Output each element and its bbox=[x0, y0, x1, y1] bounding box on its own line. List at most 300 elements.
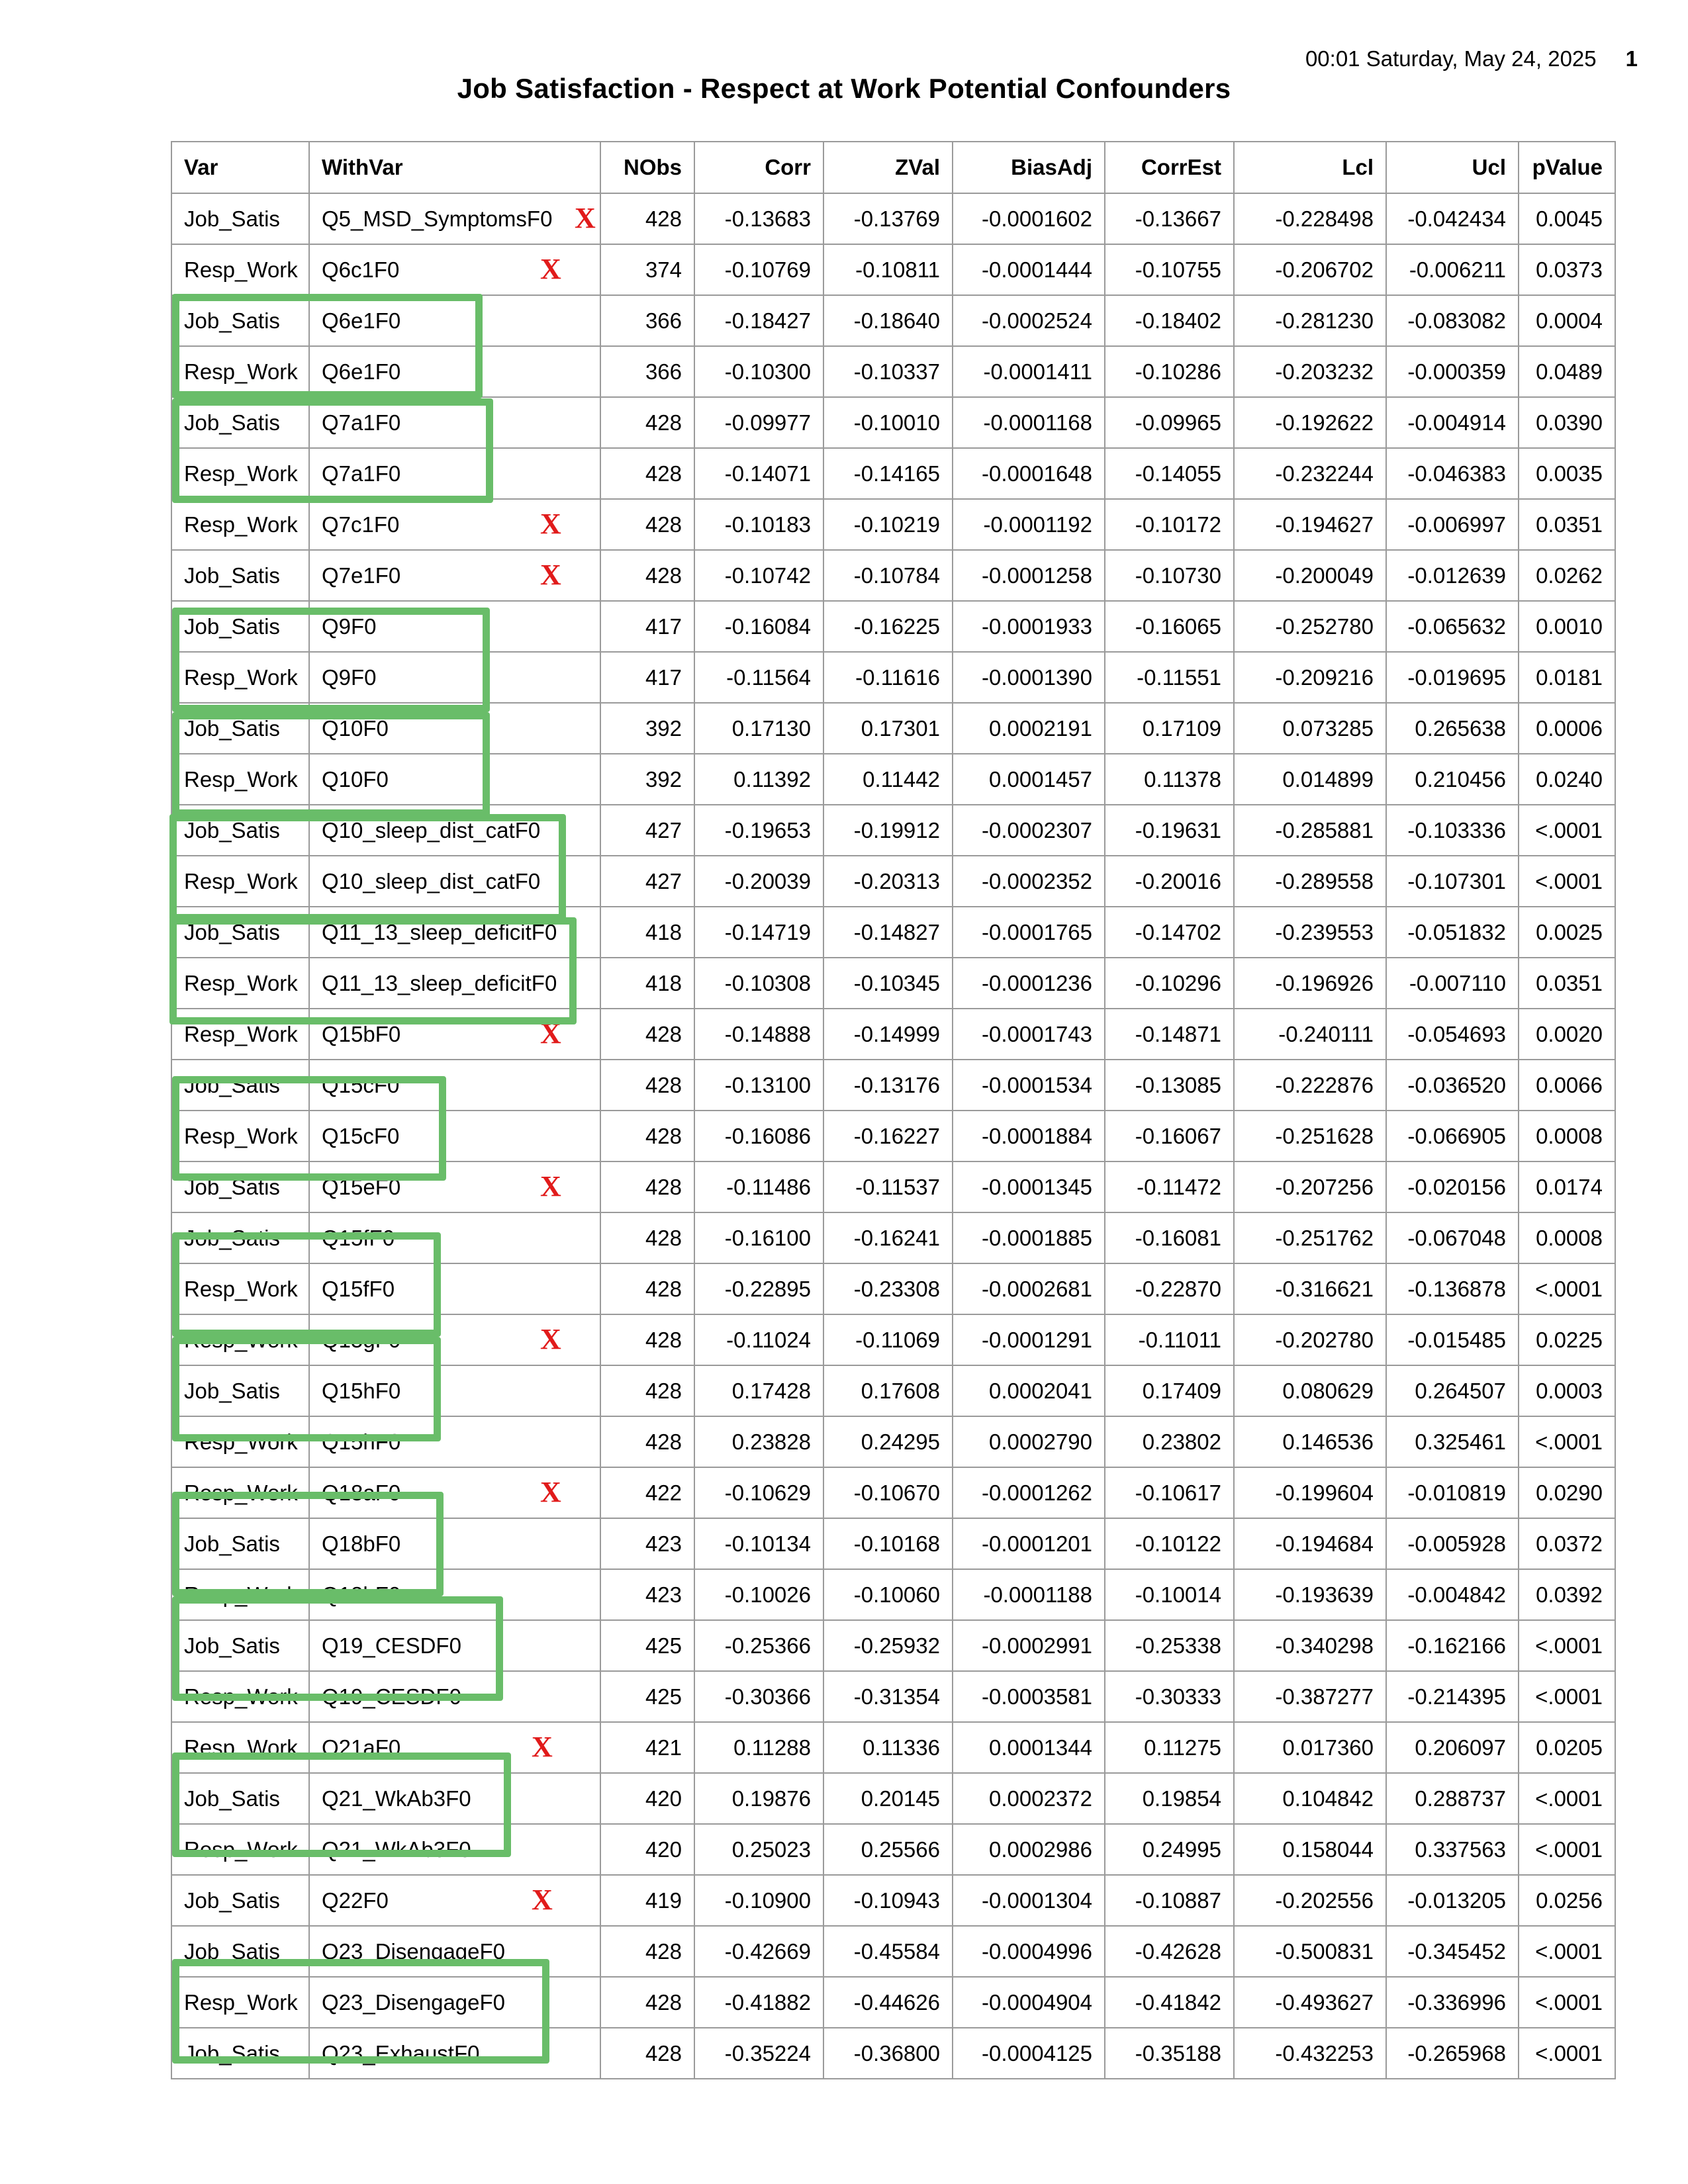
cell-biasadj: -0.0001602 bbox=[953, 193, 1105, 244]
cell-lcl: -0.240111 bbox=[1234, 1009, 1386, 1060]
cell-ucl: -0.162166 bbox=[1386, 1620, 1519, 1671]
cell-pvalue: <.0001 bbox=[1519, 1263, 1615, 1314]
cell-biasadj: 0.0002041 bbox=[953, 1365, 1105, 1416]
cell-withvar: Q7e1F0 X bbox=[309, 550, 600, 601]
cell-ucl: -0.015485 bbox=[1386, 1314, 1519, 1365]
cell-corr: -0.11564 bbox=[694, 652, 823, 703]
cell-withvar: Q9F0 bbox=[309, 652, 600, 703]
cell-lcl: -0.194684 bbox=[1234, 1518, 1386, 1569]
cell-withvar: Q15fF0 bbox=[309, 1263, 600, 1314]
cell-pvalue: 0.0489 bbox=[1519, 346, 1615, 397]
cell-pvalue: 0.0008 bbox=[1519, 1212, 1615, 1263]
red-x-icon: X bbox=[540, 507, 561, 540]
cell-lcl: -0.199604 bbox=[1234, 1467, 1386, 1518]
cell-ucl: -0.020156 bbox=[1386, 1161, 1519, 1212]
table-row bbox=[171, 1212, 1615, 1263]
cell-pvalue: 0.0262 bbox=[1519, 550, 1615, 601]
cell-ucl: -0.083082 bbox=[1386, 295, 1519, 346]
cell-zval: -0.13176 bbox=[823, 1060, 953, 1111]
cell-ucl: -0.004842 bbox=[1386, 1569, 1519, 1620]
cell-pvalue: 0.0372 bbox=[1519, 1518, 1615, 1569]
cell-withvar: Q5_MSD_SymptomsF0 X bbox=[309, 193, 600, 244]
cell-pvalue: 0.0240 bbox=[1519, 754, 1615, 805]
cell-correst: 0.11275 bbox=[1105, 1722, 1234, 1773]
cell-ucl: -0.019695 bbox=[1386, 652, 1519, 703]
table-header-row bbox=[171, 142, 1615, 193]
cell-var: Resp_Work bbox=[171, 754, 309, 805]
cell-correst: -0.30333 bbox=[1105, 1671, 1234, 1722]
cell-biasadj: -0.0003581 bbox=[953, 1671, 1105, 1722]
column-header-pvalue: pValue bbox=[1519, 142, 1615, 193]
cell-withvar: Q6e1F0 bbox=[309, 346, 600, 397]
red-x-icon: X bbox=[540, 1322, 561, 1355]
cell-withvar: Q10F0 bbox=[309, 754, 600, 805]
cell-zval: -0.14165 bbox=[823, 448, 953, 499]
cell-correst: -0.14702 bbox=[1105, 907, 1234, 958]
cell-correst: -0.11472 bbox=[1105, 1161, 1234, 1212]
cell-var: Resp_Work bbox=[171, 1569, 309, 1620]
cell-zval: -0.14999 bbox=[823, 1009, 953, 1060]
cell-biasadj: -0.0001168 bbox=[953, 397, 1105, 448]
cell-correst: 0.23802 bbox=[1105, 1416, 1234, 1467]
table-row bbox=[171, 1314, 1615, 1365]
cell-nobs: 419 bbox=[600, 1875, 694, 1926]
cell-withvar: Q7a1F0 bbox=[309, 397, 600, 448]
cell-zval: -0.36800 bbox=[823, 2028, 953, 2079]
cell-pvalue: 0.0066 bbox=[1519, 1060, 1615, 1111]
cell-ucl: -0.012639 bbox=[1386, 550, 1519, 601]
cell-pvalue: 0.0025 bbox=[1519, 907, 1615, 958]
cell-zval: 0.11442 bbox=[823, 754, 953, 805]
table-row bbox=[171, 1620, 1615, 1671]
cell-biasadj: -0.0001390 bbox=[953, 652, 1105, 703]
cell-var: Resp_Work bbox=[171, 1314, 309, 1365]
cell-ucl: -0.336996 bbox=[1386, 1977, 1519, 2028]
cell-withvar: Q15hF0 bbox=[309, 1365, 600, 1416]
table-row bbox=[171, 1416, 1615, 1467]
cell-var: Job_Satis bbox=[171, 703, 309, 754]
cell-lcl: -0.251762 bbox=[1234, 1212, 1386, 1263]
cell-withvar: Q21_WkAb3F0 bbox=[309, 1773, 600, 1824]
cell-zval: 0.11336 bbox=[823, 1722, 953, 1773]
cell-nobs: 366 bbox=[600, 295, 694, 346]
report-timestamp: 00:01 Saturday, May 24, 2025 bbox=[1305, 46, 1597, 71]
cell-lcl: -0.340298 bbox=[1234, 1620, 1386, 1671]
cell-correst: 0.17109 bbox=[1105, 703, 1234, 754]
table-row bbox=[171, 1773, 1615, 1824]
table-row bbox=[171, 856, 1615, 907]
cell-withvar: Q18bF0 bbox=[309, 1518, 600, 1569]
cell-zval: -0.16241 bbox=[823, 1212, 953, 1263]
cell-lcl: -0.493627 bbox=[1234, 1977, 1386, 2028]
cell-withvar: Q15cF0 bbox=[309, 1111, 600, 1161]
cell-correst: -0.16065 bbox=[1105, 601, 1234, 652]
cell-corr: -0.09977 bbox=[694, 397, 823, 448]
cell-biasadj: 0.0001457 bbox=[953, 754, 1105, 805]
table-row bbox=[171, 244, 1615, 295]
cell-var: Job_Satis bbox=[171, 1161, 309, 1212]
cell-corr: -0.10300 bbox=[694, 346, 823, 397]
cell-nobs: 392 bbox=[600, 754, 694, 805]
column-header-corr: Corr bbox=[694, 142, 823, 193]
cell-nobs: 417 bbox=[600, 652, 694, 703]
cell-withvar: Q10F0 bbox=[309, 703, 600, 754]
cell-correst: 0.24995 bbox=[1105, 1824, 1234, 1875]
table-row bbox=[171, 1977, 1615, 2028]
cell-corr: -0.10183 bbox=[694, 499, 823, 550]
cell-nobs: 428 bbox=[600, 1416, 694, 1467]
table-row bbox=[171, 499, 1615, 550]
cell-nobs: 427 bbox=[600, 805, 694, 856]
cell-nobs: 374 bbox=[600, 244, 694, 295]
cell-nobs: 417 bbox=[600, 601, 694, 652]
cell-correst: -0.13667 bbox=[1105, 193, 1234, 244]
cell-correst: -0.11551 bbox=[1105, 652, 1234, 703]
table-row bbox=[171, 2028, 1615, 2079]
cell-withvar: Q23_ExhaustF0 bbox=[309, 2028, 600, 2079]
cell-nobs: 420 bbox=[600, 1824, 694, 1875]
cell-pvalue: 0.0290 bbox=[1519, 1467, 1615, 1518]
cell-zval: -0.44626 bbox=[823, 1977, 953, 2028]
column-header-biasadj: BiasAdj bbox=[953, 142, 1105, 193]
cell-biasadj: 0.0002986 bbox=[953, 1824, 1105, 1875]
cell-lcl: -0.192622 bbox=[1234, 397, 1386, 448]
cell-ucl: -0.054693 bbox=[1386, 1009, 1519, 1060]
cell-biasadj: -0.0001765 bbox=[953, 907, 1105, 958]
table-header bbox=[171, 142, 1615, 193]
cell-lcl: -0.202556 bbox=[1234, 1875, 1386, 1926]
column-header-var: Var bbox=[171, 142, 309, 193]
cell-var: Resp_Work bbox=[171, 1467, 309, 1518]
cell-zval: -0.10337 bbox=[823, 346, 953, 397]
cell-lcl: -0.202780 bbox=[1234, 1314, 1386, 1365]
cell-zval: 0.24295 bbox=[823, 1416, 953, 1467]
red-x-icon: X bbox=[575, 201, 596, 234]
cell-corr: -0.19653 bbox=[694, 805, 823, 856]
table-row bbox=[171, 754, 1615, 805]
cell-nobs: 428 bbox=[600, 1009, 694, 1060]
cell-biasadj: 0.0002790 bbox=[953, 1416, 1105, 1467]
cell-zval: -0.11537 bbox=[823, 1161, 953, 1212]
cell-correst: -0.14055 bbox=[1105, 448, 1234, 499]
table-row bbox=[171, 1009, 1615, 1060]
cell-correst: -0.10887 bbox=[1105, 1875, 1234, 1926]
cell-zval: 0.20145 bbox=[823, 1773, 953, 1824]
cell-correst: -0.22870 bbox=[1105, 1263, 1234, 1314]
cell-var: Job_Satis bbox=[171, 601, 309, 652]
cell-corr: -0.11486 bbox=[694, 1161, 823, 1212]
cell-var: Resp_Work bbox=[171, 346, 309, 397]
cell-pvalue: 0.0390 bbox=[1519, 397, 1615, 448]
column-header-lcl: Lcl bbox=[1234, 142, 1386, 193]
cell-corr: -0.18427 bbox=[694, 295, 823, 346]
cell-corr: 0.11288 bbox=[694, 1722, 823, 1773]
cell-nobs: 428 bbox=[600, 1111, 694, 1161]
cell-ucl: -0.107301 bbox=[1386, 856, 1519, 907]
cell-nobs: 428 bbox=[600, 1977, 694, 2028]
cell-nobs: 428 bbox=[600, 193, 694, 244]
cell-ucl: 0.288737 bbox=[1386, 1773, 1519, 1824]
cell-correst: -0.10296 bbox=[1105, 958, 1234, 1009]
cell-nobs: 428 bbox=[600, 1314, 694, 1365]
cell-corr: -0.10134 bbox=[694, 1518, 823, 1569]
cell-corr: 0.17130 bbox=[694, 703, 823, 754]
cell-pvalue: 0.0174 bbox=[1519, 1161, 1615, 1212]
cell-zval: -0.18640 bbox=[823, 295, 953, 346]
cell-pvalue: <.0001 bbox=[1519, 1620, 1615, 1671]
cell-lcl: -0.228498 bbox=[1234, 193, 1386, 244]
cell-lcl: -0.209216 bbox=[1234, 652, 1386, 703]
table-row bbox=[171, 1467, 1615, 1518]
cell-correst: -0.41842 bbox=[1105, 1977, 1234, 2028]
table-row bbox=[171, 1875, 1615, 1926]
cell-correst: -0.10172 bbox=[1105, 499, 1234, 550]
cell-zval: -0.31354 bbox=[823, 1671, 953, 1722]
cell-corr: -0.10026 bbox=[694, 1569, 823, 1620]
cell-pvalue: 0.0256 bbox=[1519, 1875, 1615, 1926]
table-row bbox=[171, 703, 1615, 754]
cell-var: Job_Satis bbox=[171, 1365, 309, 1416]
cell-biasadj: -0.0002681 bbox=[953, 1263, 1105, 1314]
cell-ucl: -0.042434 bbox=[1386, 193, 1519, 244]
cell-ucl: -0.007110 bbox=[1386, 958, 1519, 1009]
table-row bbox=[171, 958, 1615, 1009]
cell-lcl: -0.232244 bbox=[1234, 448, 1386, 499]
cell-correst: -0.10122 bbox=[1105, 1518, 1234, 1569]
cell-pvalue: 0.0045 bbox=[1519, 193, 1615, 244]
cell-correst: -0.11011 bbox=[1105, 1314, 1234, 1365]
cell-lcl: 0.146536 bbox=[1234, 1416, 1386, 1467]
cell-corr: -0.10769 bbox=[694, 244, 823, 295]
cell-pvalue: 0.0373 bbox=[1519, 244, 1615, 295]
cell-nobs: 428 bbox=[600, 1161, 694, 1212]
cell-pvalue: 0.0006 bbox=[1519, 703, 1615, 754]
cell-correst: 0.11378 bbox=[1105, 754, 1234, 805]
cell-nobs: 428 bbox=[600, 2028, 694, 2079]
cell-biasadj: -0.0001885 bbox=[953, 1212, 1105, 1263]
cell-zval: -0.10345 bbox=[823, 958, 953, 1009]
cell-zval: -0.11069 bbox=[823, 1314, 953, 1365]
cell-var: Job_Satis bbox=[171, 1926, 309, 1977]
cell-biasadj: -0.0001188 bbox=[953, 1569, 1105, 1620]
cell-pvalue: <.0001 bbox=[1519, 805, 1615, 856]
cell-var: Job_Satis bbox=[171, 907, 309, 958]
cell-corr: -0.20039 bbox=[694, 856, 823, 907]
cell-zval: 0.17608 bbox=[823, 1365, 953, 1416]
cell-lcl: -0.285881 bbox=[1234, 805, 1386, 856]
cell-nobs: 422 bbox=[600, 1467, 694, 1518]
cell-withvar: Q10_sleep_dist_catF0 bbox=[309, 805, 600, 856]
cell-correst: -0.10014 bbox=[1105, 1569, 1234, 1620]
page-title: Job Satisfaction - Respect at Work Potential Confounders bbox=[457, 73, 1231, 104]
cell-withvar: Q15bF0 X bbox=[309, 1009, 600, 1060]
table-row bbox=[171, 1365, 1615, 1416]
cell-corr: -0.25366 bbox=[694, 1620, 823, 1671]
cell-ucl: -0.000359 bbox=[1386, 346, 1519, 397]
cell-withvar: Q19_CESDF0 bbox=[309, 1671, 600, 1722]
table-row bbox=[171, 1722, 1615, 1773]
cell-withvar: Q15hF0 bbox=[309, 1416, 600, 1467]
table-row bbox=[171, 1263, 1615, 1314]
cell-nobs: 428 bbox=[600, 550, 694, 601]
cell-nobs: 421 bbox=[600, 1722, 694, 1773]
cell-corr: -0.13683 bbox=[694, 193, 823, 244]
table-row bbox=[171, 1161, 1615, 1212]
cell-withvar: Q23_DisengageF0 bbox=[309, 1926, 600, 1977]
cell-ucl: -0.214395 bbox=[1386, 1671, 1519, 1722]
cell-corr: -0.30366 bbox=[694, 1671, 823, 1722]
cell-withvar: Q15eF0 X bbox=[309, 1161, 600, 1212]
cell-ucl: 0.206097 bbox=[1386, 1722, 1519, 1773]
cell-lcl: 0.017360 bbox=[1234, 1722, 1386, 1773]
page-number: 1 bbox=[1625, 46, 1638, 71]
cell-zval: -0.10168 bbox=[823, 1518, 953, 1569]
cell-lcl: -0.289558 bbox=[1234, 856, 1386, 907]
cell-withvar: Q9F0 bbox=[309, 601, 600, 652]
cell-biasadj: -0.0001345 bbox=[953, 1161, 1105, 1212]
cell-zval: -0.16225 bbox=[823, 601, 953, 652]
cell-withvar: Q6e1F0 bbox=[309, 295, 600, 346]
cell-lcl: -0.194627 bbox=[1234, 499, 1386, 550]
cell-lcl: -0.203232 bbox=[1234, 346, 1386, 397]
cell-pvalue: <.0001 bbox=[1519, 1824, 1615, 1875]
cell-nobs: 427 bbox=[600, 856, 694, 907]
cell-corr: -0.16100 bbox=[694, 1212, 823, 1263]
cell-ucl: -0.006997 bbox=[1386, 499, 1519, 550]
cell-biasadj: -0.0001258 bbox=[953, 550, 1105, 601]
cell-var: Job_Satis bbox=[171, 1212, 309, 1263]
cell-var: Resp_Work bbox=[171, 1671, 309, 1722]
cell-var: Resp_Work bbox=[171, 1111, 309, 1161]
cell-biasadj: -0.0001304 bbox=[953, 1875, 1105, 1926]
cell-var: Resp_Work bbox=[171, 1722, 309, 1773]
cell-correst: -0.10617 bbox=[1105, 1467, 1234, 1518]
cell-corr: 0.23828 bbox=[694, 1416, 823, 1467]
cell-lcl: 0.073285 bbox=[1234, 703, 1386, 754]
cell-pvalue: 0.0392 bbox=[1519, 1569, 1615, 1620]
cell-lcl: -0.193639 bbox=[1234, 1569, 1386, 1620]
cell-biasadj: -0.0001262 bbox=[953, 1467, 1105, 1518]
cell-correst: -0.10286 bbox=[1105, 346, 1234, 397]
cell-biasadj: -0.0002991 bbox=[953, 1620, 1105, 1671]
cell-lcl: -0.239553 bbox=[1234, 907, 1386, 958]
red-x-icon: X bbox=[532, 1883, 553, 1916]
cell-biasadj: -0.0001444 bbox=[953, 244, 1105, 295]
cell-nobs: 418 bbox=[600, 907, 694, 958]
cell-pvalue: 0.0003 bbox=[1519, 1365, 1615, 1416]
cell-correst: -0.42628 bbox=[1105, 1926, 1234, 1977]
cell-biasadj: -0.0001236 bbox=[953, 958, 1105, 1009]
table-row bbox=[171, 652, 1615, 703]
cell-zval: -0.19912 bbox=[823, 805, 953, 856]
cell-ucl: -0.051832 bbox=[1386, 907, 1519, 958]
cell-nobs: 428 bbox=[600, 1212, 694, 1263]
cell-lcl: -0.206702 bbox=[1234, 244, 1386, 295]
cell-var: Resp_Work bbox=[171, 1416, 309, 1467]
cell-lcl: -0.251628 bbox=[1234, 1111, 1386, 1161]
cell-nobs: 428 bbox=[600, 1365, 694, 1416]
cell-nobs: 418 bbox=[600, 958, 694, 1009]
cell-corr: -0.16086 bbox=[694, 1111, 823, 1161]
cell-pvalue: 0.0010 bbox=[1519, 601, 1615, 652]
cell-withvar: Q15fF0 bbox=[309, 1212, 600, 1263]
correlation-table-container bbox=[171, 141, 1603, 2079]
cell-zval: -0.13769 bbox=[823, 193, 953, 244]
cell-correst: -0.10755 bbox=[1105, 244, 1234, 295]
cell-var: Resp_Work bbox=[171, 1977, 309, 2028]
column-header-ucl: Ucl bbox=[1386, 142, 1519, 193]
cell-zval: -0.10784 bbox=[823, 550, 953, 601]
cell-var: Job_Satis bbox=[171, 193, 309, 244]
cell-zval: -0.16227 bbox=[823, 1111, 953, 1161]
table-row bbox=[171, 907, 1615, 958]
cell-var: Resp_Work bbox=[171, 1824, 309, 1875]
cell-biasadj: -0.0004125 bbox=[953, 2028, 1105, 2079]
table-row bbox=[171, 346, 1615, 397]
cell-correst: -0.16081 bbox=[1105, 1212, 1234, 1263]
cell-zval: -0.10943 bbox=[823, 1875, 953, 1926]
cell-biasadj: -0.0001192 bbox=[953, 499, 1105, 550]
cell-nobs: 420 bbox=[600, 1773, 694, 1824]
cell-var: Job_Satis bbox=[171, 397, 309, 448]
cell-correst: -0.14871 bbox=[1105, 1009, 1234, 1060]
cell-ucl: 0.264507 bbox=[1386, 1365, 1519, 1416]
cell-pvalue: 0.0035 bbox=[1519, 448, 1615, 499]
cell-biasadj: -0.0004996 bbox=[953, 1926, 1105, 1977]
cell-corr: -0.42669 bbox=[694, 1926, 823, 1977]
cell-biasadj: -0.0001411 bbox=[953, 346, 1105, 397]
table-row bbox=[171, 448, 1615, 499]
cell-withvar: Q23_DisengageF0 bbox=[309, 1977, 600, 2028]
cell-withvar: Q18bF0 bbox=[309, 1569, 600, 1620]
cell-withvar: Q6c1F0 X bbox=[309, 244, 600, 295]
cell-lcl: 0.104842 bbox=[1234, 1773, 1386, 1824]
cell-zval: -0.11616 bbox=[823, 652, 953, 703]
cell-zval: 0.25566 bbox=[823, 1824, 953, 1875]
cell-withvar: Q21aF0 X bbox=[309, 1722, 600, 1773]
cell-nobs: 428 bbox=[600, 1263, 694, 1314]
column-header-correst: CorrEst bbox=[1105, 142, 1234, 193]
cell-lcl: 0.014899 bbox=[1234, 754, 1386, 805]
cell-lcl: -0.500831 bbox=[1234, 1926, 1386, 1977]
cell-nobs: 423 bbox=[600, 1518, 694, 1569]
cell-ucl: 0.265638 bbox=[1386, 703, 1519, 754]
cell-var: Job_Satis bbox=[171, 295, 309, 346]
table-row bbox=[171, 397, 1615, 448]
cell-biasadj: -0.0001743 bbox=[953, 1009, 1105, 1060]
cell-biasadj: -0.0002524 bbox=[953, 295, 1105, 346]
cell-correst: 0.19854 bbox=[1105, 1773, 1234, 1824]
cell-var: Job_Satis bbox=[171, 1620, 309, 1671]
cell-var: Resp_Work bbox=[171, 1263, 309, 1314]
cell-corr: -0.10900 bbox=[694, 1875, 823, 1926]
cell-biasadj: -0.0001201 bbox=[953, 1518, 1105, 1569]
cell-nobs: 366 bbox=[600, 346, 694, 397]
cell-lcl: -0.200049 bbox=[1234, 550, 1386, 601]
cell-biasadj: 0.0002191 bbox=[953, 703, 1105, 754]
table-body bbox=[171, 193, 1615, 2079]
cell-zval: -0.14827 bbox=[823, 907, 953, 958]
cell-correst: -0.09965 bbox=[1105, 397, 1234, 448]
cell-biasadj: -0.0001291 bbox=[953, 1314, 1105, 1365]
cell-pvalue: <.0001 bbox=[1519, 1977, 1615, 2028]
table-row bbox=[171, 1926, 1615, 1977]
cell-corr: -0.16084 bbox=[694, 601, 823, 652]
cell-ucl: -0.066905 bbox=[1386, 1111, 1519, 1161]
cell-withvar: Q11_13_sleep_deficitF0 bbox=[309, 907, 600, 958]
cell-corr: -0.14719 bbox=[694, 907, 823, 958]
table-row bbox=[171, 601, 1615, 652]
